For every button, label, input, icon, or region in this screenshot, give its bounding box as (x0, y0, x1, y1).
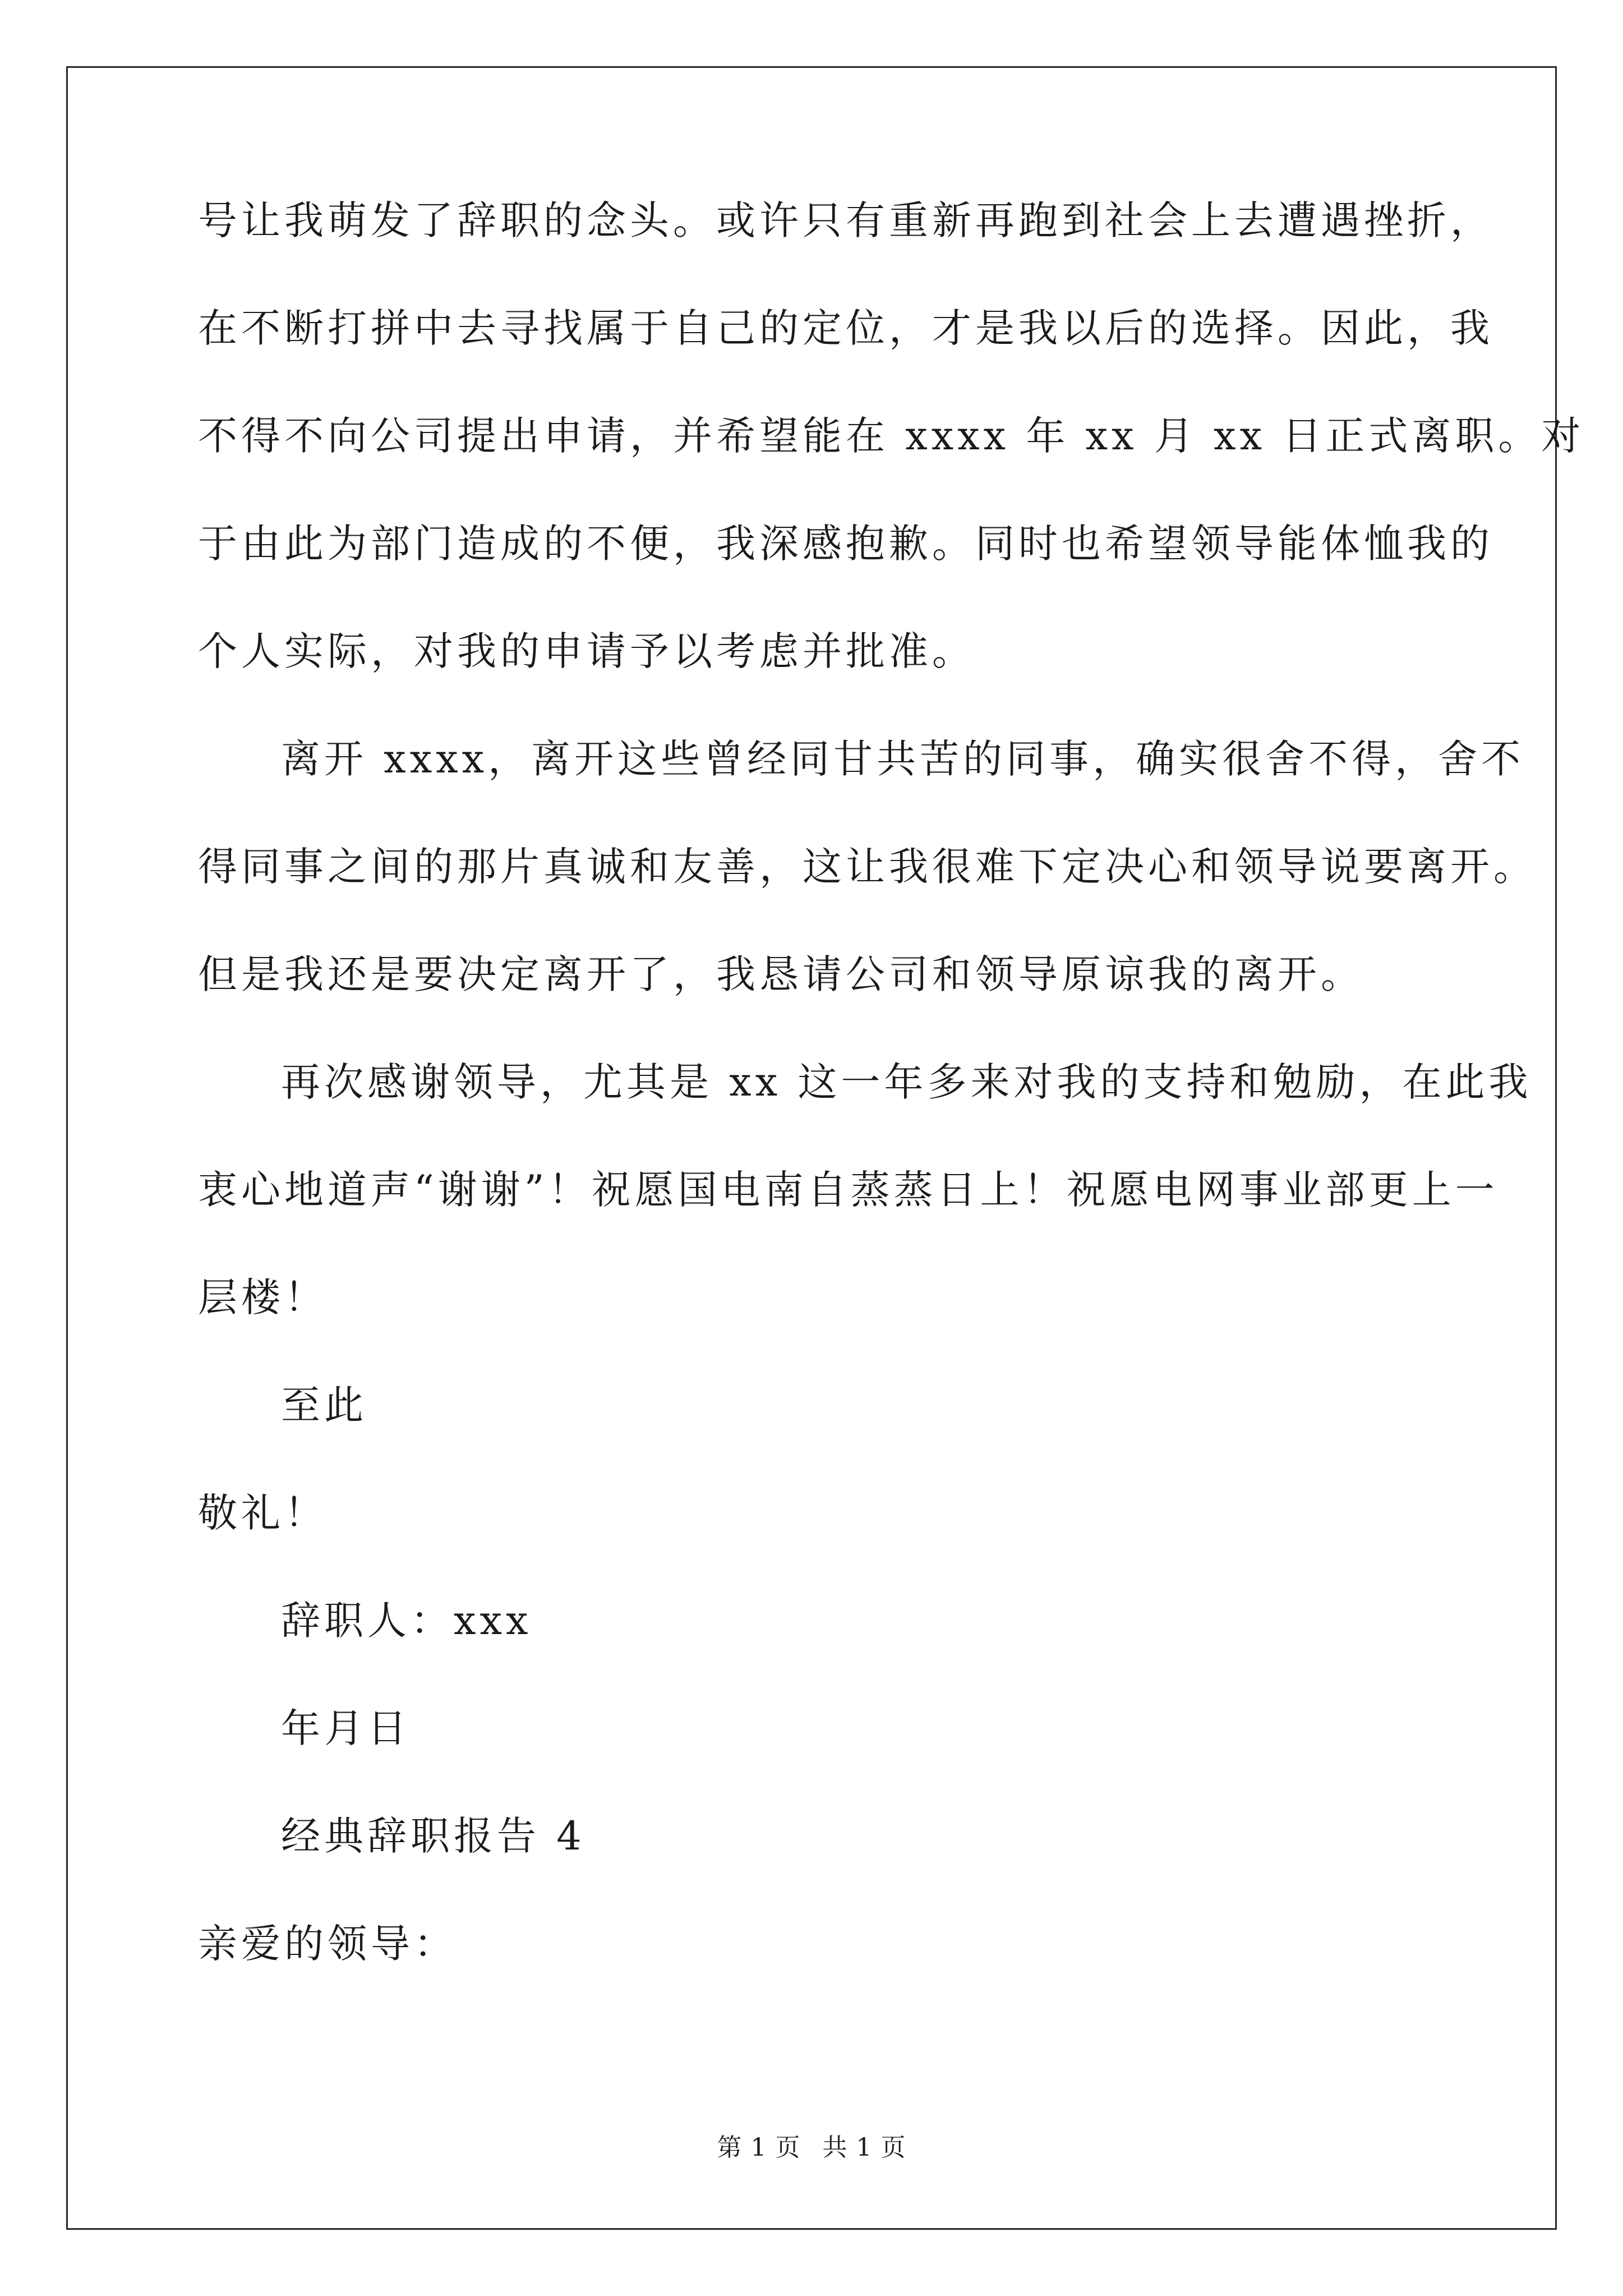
section-title: 经典辞职报告 4 (281, 1813, 585, 1859)
paragraph-line: 号让我萌发了辞职的念头。或许只有重新再跑到社会上去遭遇挫折， (198, 197, 1493, 243)
page-border (66, 66, 1557, 2230)
date-line: 年月日 (281, 1705, 411, 1751)
paragraph-line: 个人实际，对我的申请予以考虑并批准。 (198, 628, 975, 674)
signature-line: 辞职人：xxx (281, 1598, 532, 1644)
paragraph-line: 得同事之间的那片真诚和友善，这让我很难下定决心和领导说要离开。 (198, 844, 1537, 890)
page-number: 第 1 页 (717, 2133, 801, 2162)
paragraph-line: 层楼！ (198, 1274, 328, 1320)
paragraph-line: 离开 xxxx，离开这些曾经同甘共苦的同事，确实很舍不得，舍不 (281, 736, 1525, 782)
page-total: 共 1 页 (822, 2133, 906, 2162)
greeting-line: 亲爱的领导： (198, 1921, 457, 1967)
paragraph-line: 衷心地道声“谢谢”！祝愿国电南自蒸蒸日上！祝愿电网事业部更上一 (198, 1167, 1498, 1213)
closing-line: 至此 (281, 1382, 367, 1428)
paragraph-line: 在不断打拼中去寻找属于自己的定位，才是我以后的选择。因此，我 (198, 305, 1493, 351)
paragraph-line: 不得不向公司提出申请，并希望能在 xxxx 年 xx 月 xx 日正式离职。对 (198, 413, 1585, 459)
paragraph-line: 再次感谢领导，尤其是 xx 这一年多来对我的支持和勉励，在此我 (281, 1059, 1532, 1105)
page-footer (0, 2127, 1623, 2163)
paragraph-line: 于由此为部门造成的不便，我深感抱歉。同时也希望领导能体恤我的 (198, 521, 1493, 567)
paragraph-line: 但是我还是要决定离开了，我恳请公司和领导原谅我的离开。 (198, 951, 1364, 997)
salutation-line: 敬礼！ (198, 1490, 328, 1536)
